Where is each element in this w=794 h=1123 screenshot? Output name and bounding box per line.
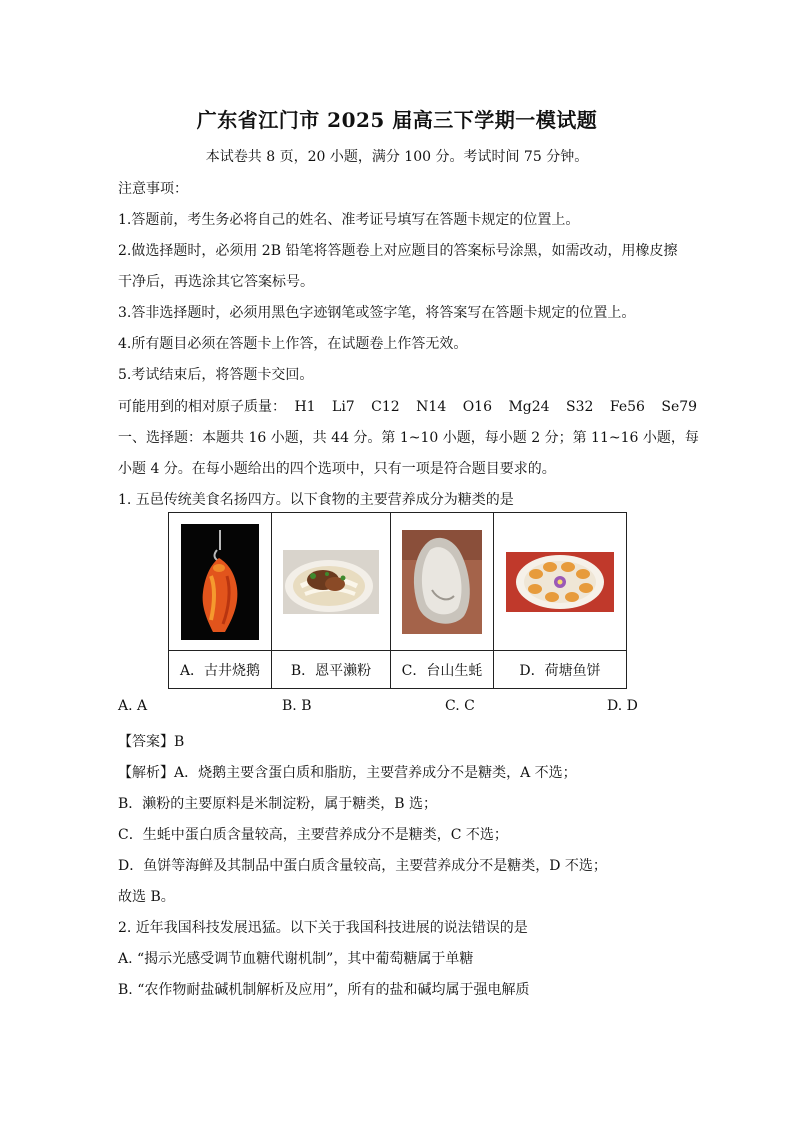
fish-cake-icon bbox=[506, 552, 614, 612]
exam-info: 本试卷共 8 页，20 小题，满分 100 分。考试时间 75 分钟。 bbox=[205, 149, 589, 165]
notice-line: 干净后，再选涂其它答案标号。 bbox=[118, 274, 314, 290]
notice-line: 3.答非选择题时，必须用黑色字迹钢笔或签字笔，将答案写在答题卡规定的位置上。 bbox=[118, 305, 636, 321]
analysis-line: C．生蚝中蛋白质含量较高，主要营养成分不是糖类，C 不选； bbox=[118, 827, 508, 843]
question-2-option-a: A. “揭示光感受调节血糖代谢机制”，其中葡萄糖属于单糖 bbox=[118, 951, 474, 967]
roast-goose-icon bbox=[181, 524, 259, 640]
atomic-mass: C12 bbox=[371, 399, 400, 415]
analysis-line: D．鱼饼等海鲜及其制品中蛋白质含量较高，主要营养成分不是糖类，D 不选； bbox=[118, 858, 607, 874]
atomic-masses bbox=[118, 396, 709, 416]
oyster-icon bbox=[402, 530, 482, 634]
atomic-mass: Fe56 bbox=[609, 399, 645, 415]
food-label-c: C．台山生蚝 bbox=[391, 651, 494, 689]
choice-a: A. A bbox=[118, 698, 148, 714]
food-image-fishcake bbox=[494, 513, 627, 651]
food-label-a: A．古井烧鹅 bbox=[169, 651, 272, 689]
food-label-b: B．恩平濑粉 bbox=[272, 651, 391, 689]
question-1-stem: 1. 五邑传统美食名扬四方。以下食物的主要营养成分为糖类的是 bbox=[118, 492, 514, 508]
choice-d: D. D bbox=[607, 698, 638, 714]
question-2-option-b: B. “农作物耐盐碱机制解析及应用”，所有的盐和碱均属于强电解质 bbox=[118, 982, 530, 998]
analysis-line: 【解析】A．烧鹅主要含蛋白质和脂肪，主要营养成分不是糖类，A 不选； bbox=[118, 765, 577, 781]
notice-line: 1.答题前，考生务必将自己的姓名、准考证号填写在答题卡规定的位置上。 bbox=[118, 212, 580, 228]
atomic-masses-label: 可能用到的相对原子质量： bbox=[118, 399, 286, 415]
notice-line: 2.做选择题时，必须用 2B 铅笔将答题卷上对应题目的答案标号涂黑，如需改动，用橡皮擦 bbox=[118, 243, 678, 259]
atomic-mass: H1 bbox=[294, 399, 316, 415]
page-title: 广东省江门市 2025 届高三下学期一模试题 bbox=[196, 108, 598, 132]
analysis-line: B．濑粉的主要原料是米制淀粉，属于糖类，B 选； bbox=[118, 796, 438, 812]
food-label-d: D．荷塘鱼饼 bbox=[494, 651, 627, 689]
food-image-noodles bbox=[272, 513, 391, 651]
atomic-mass: Mg24 bbox=[508, 399, 550, 415]
notice-heading: 注意事项： bbox=[118, 181, 188, 197]
notice-line: 4.所有题目必须在答题卡上作答，在试题卷上作答无效。 bbox=[118, 336, 468, 352]
food-table bbox=[168, 512, 627, 689]
question-2-stem: 2. 近年我国科技发展迅猛。以下关于我国科技进展的说法错误的是 bbox=[118, 920, 528, 936]
atomic-mass: Se79 bbox=[661, 399, 698, 415]
atomic-mass: N14 bbox=[416, 399, 447, 415]
section-heading: 小题 4 分。在每小题给出的四个选项中，只有一项是符合题目要求的。 bbox=[118, 461, 556, 477]
food-image-goose bbox=[169, 513, 272, 651]
food-image-oyster bbox=[391, 513, 494, 651]
choice-b: B. B bbox=[282, 698, 312, 714]
answer-line: 【答案】B bbox=[118, 734, 185, 750]
atomic-mass: Li7 bbox=[332, 399, 355, 415]
atomic-mass: O16 bbox=[462, 399, 492, 415]
choice-c: C. C bbox=[445, 698, 475, 714]
analysis-line: 故选 B。 bbox=[118, 889, 175, 905]
notice-line: 5.考试结束后，将答题卡交回。 bbox=[118, 367, 314, 383]
section-heading: 一、选择题：本题共 16 小题，共 44 分。第 1~10 小题，每小题 2 分；第 11~16 小题，每 bbox=[118, 430, 699, 446]
atomic-mass: S32 bbox=[566, 399, 594, 415]
rice-noodles-icon bbox=[283, 550, 379, 614]
